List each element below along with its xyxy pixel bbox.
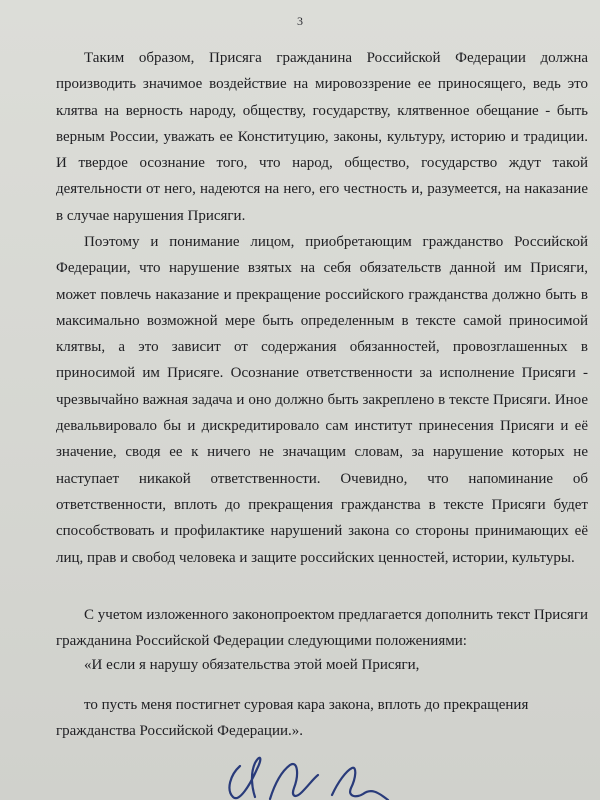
paragraph-oath-responsibility: Поэтому и понимание лицом, приобретающим гражданство Российской Федерации, что нарушение взятых на себя обязательств данной им Присяги, может повлечь наказание и прекращение российского гражданства должно быть в максимально возможной мере быть определенным в тексте самой приносимой клятвы, а это зависит от содержания обязанностей, провозглашенных в приносимой им Присяге. Осознание ответственности за исполнение Присяги - чрезвычайно важная задача и оно должно быть закреплено в тексте Присяги. Иное девальвировало бы и дискредитировало сам институт принесения Присяги и её значение, сводя ее к ничего не значащим словам, за нарушение которых не наступает никакой ответственности. Очевидно, что напоминание об ответственности, вплоть до прекращения гражданства в тексте Присяги будет способствовать и профилактике нарушений закона со стороны принимающих её лиц, прав и свобод человека и защите российских ценностей, истории, культуры. xyxy=(56,234,588,566)
signature-stroke-2 xyxy=(270,764,318,799)
page-number: 3 xyxy=(297,14,303,28)
signature-stroke-1 xyxy=(229,758,260,798)
signature-stroke-3 xyxy=(332,768,388,800)
oath-quote-line-2: то пусть меня постигнет суровая кара закона, вплоть до прекращения гражданства Российской Федерации.». xyxy=(56,697,529,740)
paragraph-oath-influence: Таким образом, Присяга гражданина Российской Федерации должна производить значимое воздействие на мировоззрение ее приносящего, ведь это клятва на верность народу, обществу, государству, клятвенное обещание - быть верным России, уважать ее Конституцию, законы, культуру, историю и традиции. И твердое осознание того, что народ, общество, государство ждут такой деятельности от него, надеются на него, его честность и, разумеется, на наказание в случае нарушения Присяги. xyxy=(56,50,588,224)
oath-quote-line-1: «И если я нарушу обязательства этой моей Присяги, xyxy=(84,657,420,673)
handwritten-signature xyxy=(212,740,402,800)
paragraph-proposal-intro: С учетом изложенного законопроектом предлагается дополнить текст Присяги гражданина Российской Федерации следующими положениями: xyxy=(56,607,588,650)
